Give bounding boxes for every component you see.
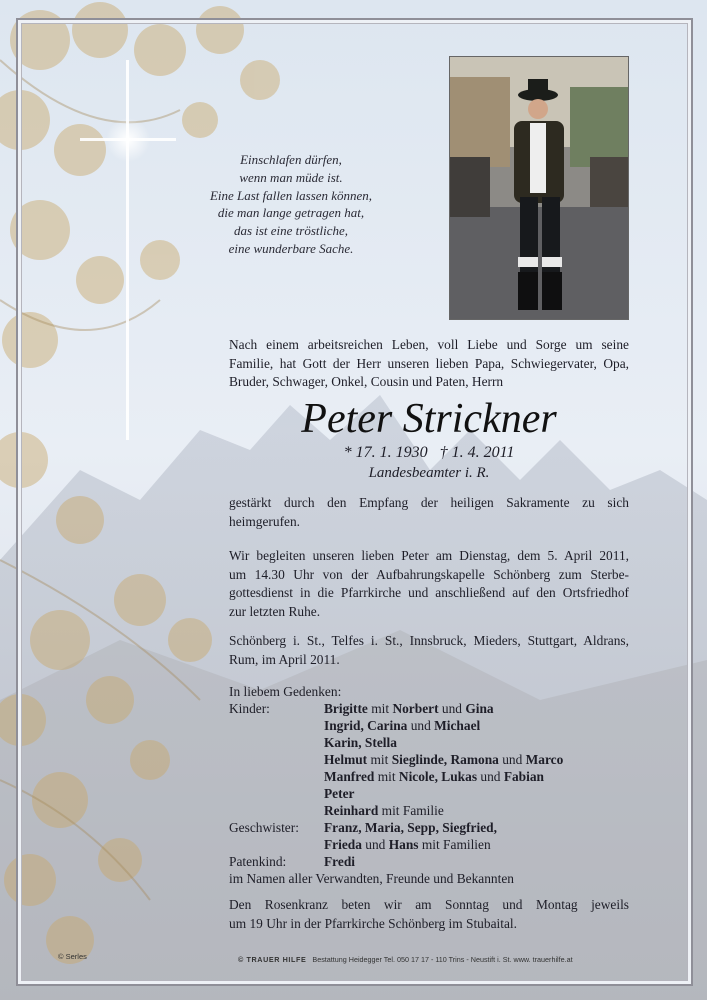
children-line: Brigitte mit Norbert und Gina <box>324 701 494 716</box>
funeral-text <box>229 547 629 621</box>
children-line: Reinhard mit Familie <box>324 803 444 818</box>
siblings-label: Geschwister: <box>229 820 299 835</box>
godchild-name: Fredi <box>324 854 355 869</box>
deceased-title: Landesbeamter i. R. <box>368 465 490 481</box>
footer-text: Bestattung Heidegger Tel. 050 17 17 - 110 Trins - Neustift i. St. www. trauerhilfe.at <box>312 955 573 964</box>
text-line: Den Rosenkranz beten wir am Sonntag und Montag jeweils <box>229 897 629 912</box>
poem-line: wenn man müde ist. <box>239 169 343 185</box>
birth-date: * 17. 1. 1930 <box>343 444 428 461</box>
text-line: gottesdienst in die Pfarrkirche und anschließend auf den Ortsfriedhof <box>229 585 629 600</box>
relatives-text: im Namen aller Verwandten, Freunde und Bekannten <box>229 871 514 886</box>
intro-line: Familie, hat Gott der Herr unseren lieben Papa, Schwiegervater, Opa, <box>229 355 629 371</box>
poem-line: Eine Last fallen lassen können, <box>209 187 373 203</box>
godchild-label: Patenkind: <box>229 854 287 869</box>
sacrament-text <box>229 494 629 531</box>
deceased-name: Peter Strickner <box>301 396 557 442</box>
siblings-line: Franz, Maria, Sepp, Siegfried, <box>324 820 497 835</box>
children-line: Karin, Stella <box>324 735 397 750</box>
life-dates <box>229 443 629 463</box>
death-date: † 1. 4. 2011 <box>439 444 515 461</box>
children-line: Ingrid, Carina und Michael <box>324 718 481 733</box>
image-credit: © Serles <box>58 952 87 961</box>
children-label: Kinder: <box>229 701 270 716</box>
children-line: Manfred mit Nicole, Lukas und Fabian <box>324 769 544 784</box>
footer <box>238 955 573 964</box>
text-line: Rum, im April 2011. <box>229 651 340 667</box>
text-line: gestärkt durch den Empfang der heiligen Sakramente zu sich <box>229 495 629 510</box>
intro-text <box>229 336 629 392</box>
text-line: um 14.30 Uhr von der Aufbahrungskapelle Schönberg zum Sterbe- <box>229 566 629 582</box>
poem-line: die man lange getragen hat, <box>217 205 365 221</box>
portrait-photo <box>449 56 629 320</box>
children-line: Helmut mit Sieglinde, Ramona und Marco <box>324 752 564 767</box>
poem <box>186 151 396 258</box>
children-line: Peter <box>324 786 355 801</box>
places-text <box>229 632 629 669</box>
text-line: zur letzten Ruhe. <box>229 603 321 619</box>
memory-label: In liebem Gedenken: <box>229 684 342 699</box>
text-line: Wir begleiten unseren lieben Peter am Dienstag, dem 5. April 2011, <box>229 548 629 563</box>
siblings-line: Frieda und Hans mit Familien <box>324 837 491 852</box>
text-line: um 19 Uhr in der Pfarrkirche Schönberg im Stubaital. <box>229 915 517 931</box>
rosary-text <box>229 896 629 933</box>
poem-line: Einschlafen dürfen, <box>240 152 342 167</box>
text-line: Schönberg i. St., Telfes i. St., Innsbruck, Mieders, Stuttgart, Aldrans, <box>229 633 629 648</box>
poem-line: das ist eine tröstliche, <box>233 223 349 239</box>
text-line: heimgerufen. <box>229 513 301 529</box>
footer-brand: © TRAUER HILFE <box>238 955 307 964</box>
intro-line: Bruder, Schwager, Onkel, Cousin und Paten, Herrn <box>229 374 504 389</box>
poem-line: eine wunderbare Sache. <box>228 240 354 256</box>
intro-line: Nach einem arbeitsreichen Leben, voll Liebe und Sorge um seine <box>229 337 629 352</box>
